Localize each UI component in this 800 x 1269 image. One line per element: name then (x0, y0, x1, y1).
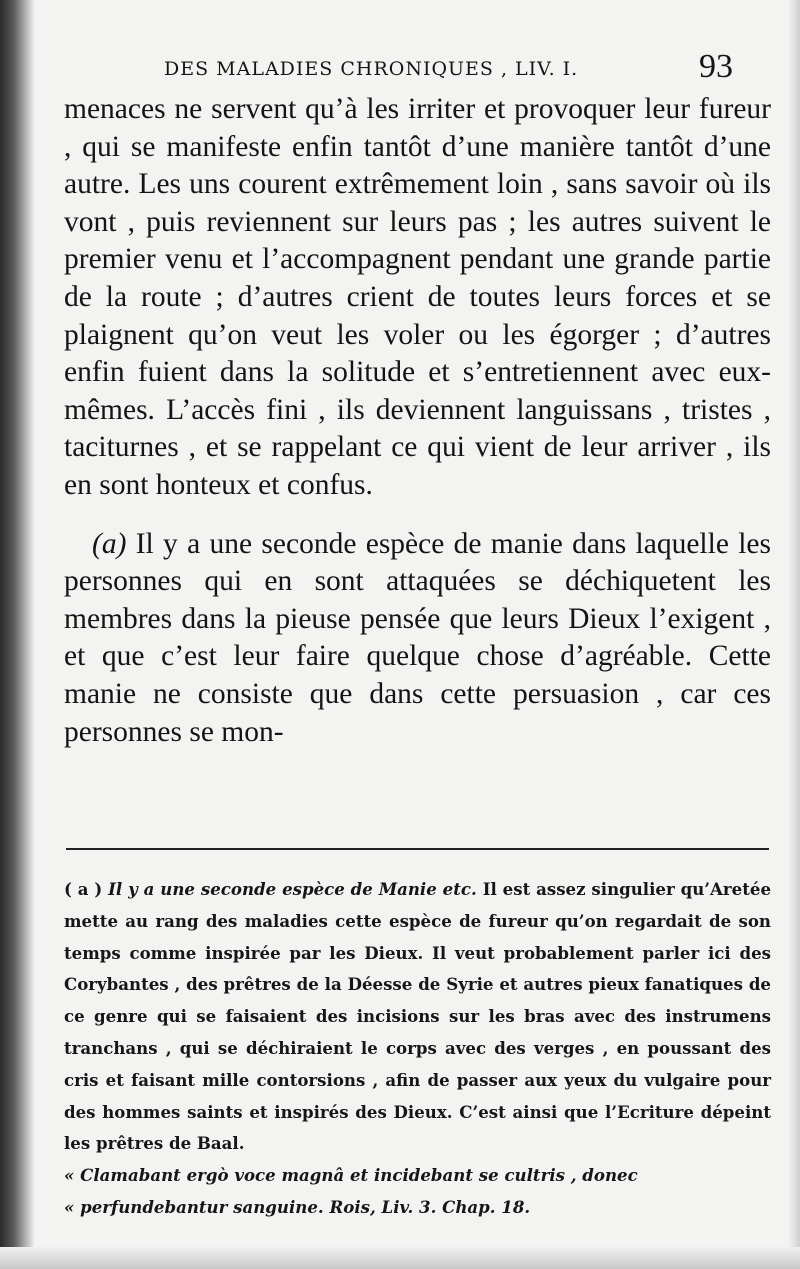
running-head: DES MALADIES CHRONIQUES , LIV. I. (164, 58, 579, 80)
footnote-quote-line-1: « Clamabant ergò voce magnâ et incidebant se cultris , donec (64, 1165, 638, 1186)
paragraph-2 (64, 526, 771, 752)
scan-shadow-bottom (0, 1247, 800, 1269)
paragraph-2-text: Il y a une seconde espèce de manie dans laquelle les personnes qui en sont attaquées se déchiquetent les membres dans la pieuse pensée que leurs Dieux l’exigent , et que c’est leur faire quelque chose d’agréable. Cette manie ne consiste que dans cette persuasion , car ces personnes se mon- (64, 527, 771, 748)
footnote-marker: ( a ) (64, 879, 103, 899)
book-page (34, 0, 788, 1247)
footnote-quote-line-2: « perfundebantur sanguine. (64, 1196, 324, 1217)
footnote (64, 874, 771, 1224)
footnote-divider (66, 848, 769, 850)
footnote-text: Il est assez singulier qu’Aretée mette au rang des maladies cette espèce de fureur qu’on regardait de son temps comme inspirée par les Dieux. Il veut probablement parler ici des Corybantes , des prêtres de la Déesse de Syrie et autres pieux fanatiques de ce genre qui se faisaient des incisions sur les bras avec des instrumens tranchans , qui se déchiraient le corps avec des verges , en poussant des cris et faisant mille contorsions , afin de passer aux yeux du vulgaire pour des hommes saints et inspirés des Dieux. C’est ainsi que l’Ecriture dépeint les prêtres de Baal. (64, 879, 772, 1154)
footnote-lead: Il y a une seconde espèce de Manie etc. (108, 879, 477, 899)
page-number: 93 (699, 48, 733, 85)
scan-shadow-right (788, 0, 800, 1269)
footnote-reference-marker: (a) (92, 527, 127, 560)
paragraph-1: menaces ne servent qu’à les irriter et provoquer leur fureur , qui se manifeste enfin tantôt d’une manière tantôt d’une autre. Les uns courent extrêmement loin , sans savoir où ils vont , puis reviennent sur leurs pas ; les autres suivent le premier venu et l’accompagnent pendant une grande partie de la route ; d’autres crient de toutes leurs forces et se plaignent qu’on veut les voler ou les égorger ; d’autres enfin fuient dans la solitude et s’entretiennent avec eux-mêmes. L’accès fini , ils deviennent languissans , tristes , taciturnes , et se rappelant ce qui vient de leur arriver , ils en sont honteux et confus. (64, 93, 771, 501)
scan-shadow-left (0, 0, 34, 1269)
footnote-reference: Rois, Liv. 3. Chap. 18. (329, 1196, 531, 1217)
main-text (64, 91, 771, 751)
